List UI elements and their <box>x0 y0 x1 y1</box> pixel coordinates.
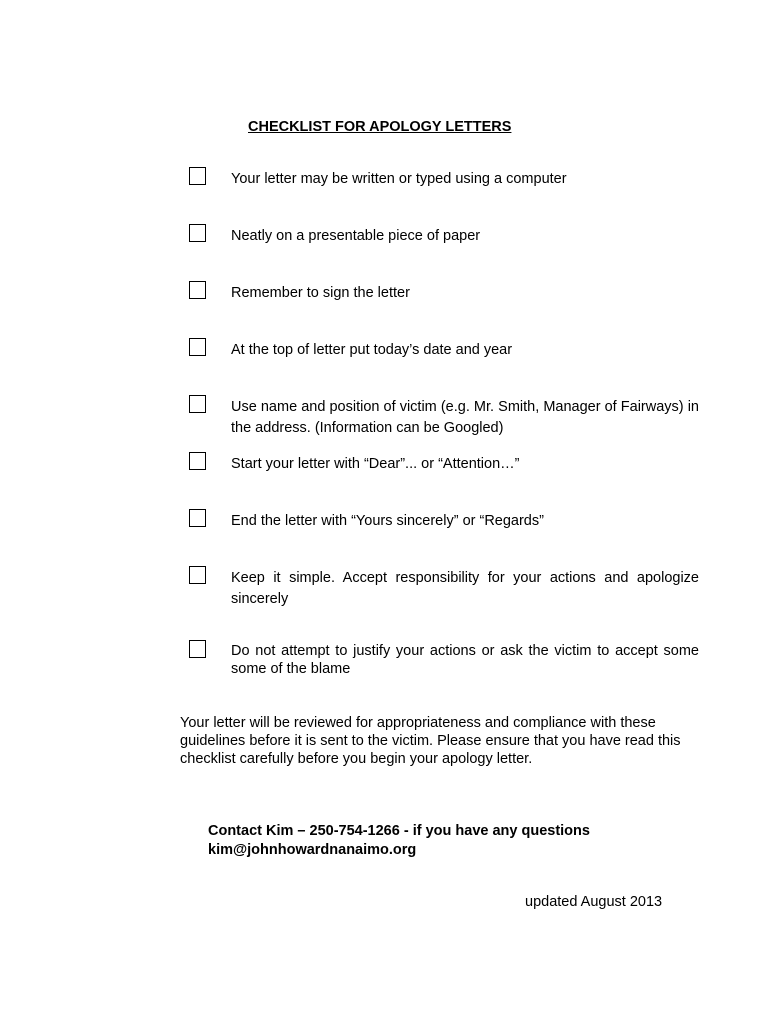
checkbox-icon[interactable] <box>189 281 206 299</box>
checklist-item-text: Do not attempt to justify your actions or ask the victim to accept some some of the blame <box>231 643 699 677</box>
contact-block <box>208 822 688 860</box>
checkbox-icon[interactable] <box>189 167 206 185</box>
checklist-item-text: Remember to sign the letter <box>231 285 410 301</box>
checklist-item-text: Neatly on a presentable piece of paper <box>231 228 481 244</box>
checklist-item-text: At the top of letter put today’s date and year <box>231 342 513 358</box>
checkbox-icon[interactable] <box>189 509 206 527</box>
checklist-item-text: Keep it simple. Accept responsibility for your actions and apologize sincerely <box>231 570 699 607</box>
checkbox-icon[interactable] <box>189 640 206 658</box>
checkbox-icon[interactable] <box>189 224 206 242</box>
checklist-item-text: Start your letter with “Dear”... or “Attention…” <box>231 456 520 472</box>
contact-email[interactable]: kim@johnhowardnanaimo.org <box>208 842 417 858</box>
checklist-item-text: Your letter may be written or typed using a computer <box>231 171 567 187</box>
review-notice: Your letter will be reviewed for appropriateness and compliance with these guidelines before it is sent to the victim. Please ensure that you have read this checklist carefully before you begin your apology letter. <box>180 715 681 767</box>
checkbox-icon[interactable] <box>189 452 206 470</box>
checkbox-icon[interactable] <box>189 566 206 584</box>
checklist-item-text: Use name and position of victim (e.g. Mr. Smith, Manager of Fairways) in the address. (Information can be Googled) <box>231 399 699 436</box>
checklist-item-text: End the letter with “Yours sincerely” or “Regards” <box>231 513 544 529</box>
contact-line: Contact Kim – 250-754-1266 - if you have any questions <box>208 823 590 839</box>
checkbox-icon[interactable] <box>189 395 206 413</box>
page-title: CHECKLIST FOR APOLOGY LETTERS <box>248 119 512 135</box>
updated-date: updated August 2013 <box>525 894 663 910</box>
checkbox-icon[interactable] <box>189 338 206 356</box>
